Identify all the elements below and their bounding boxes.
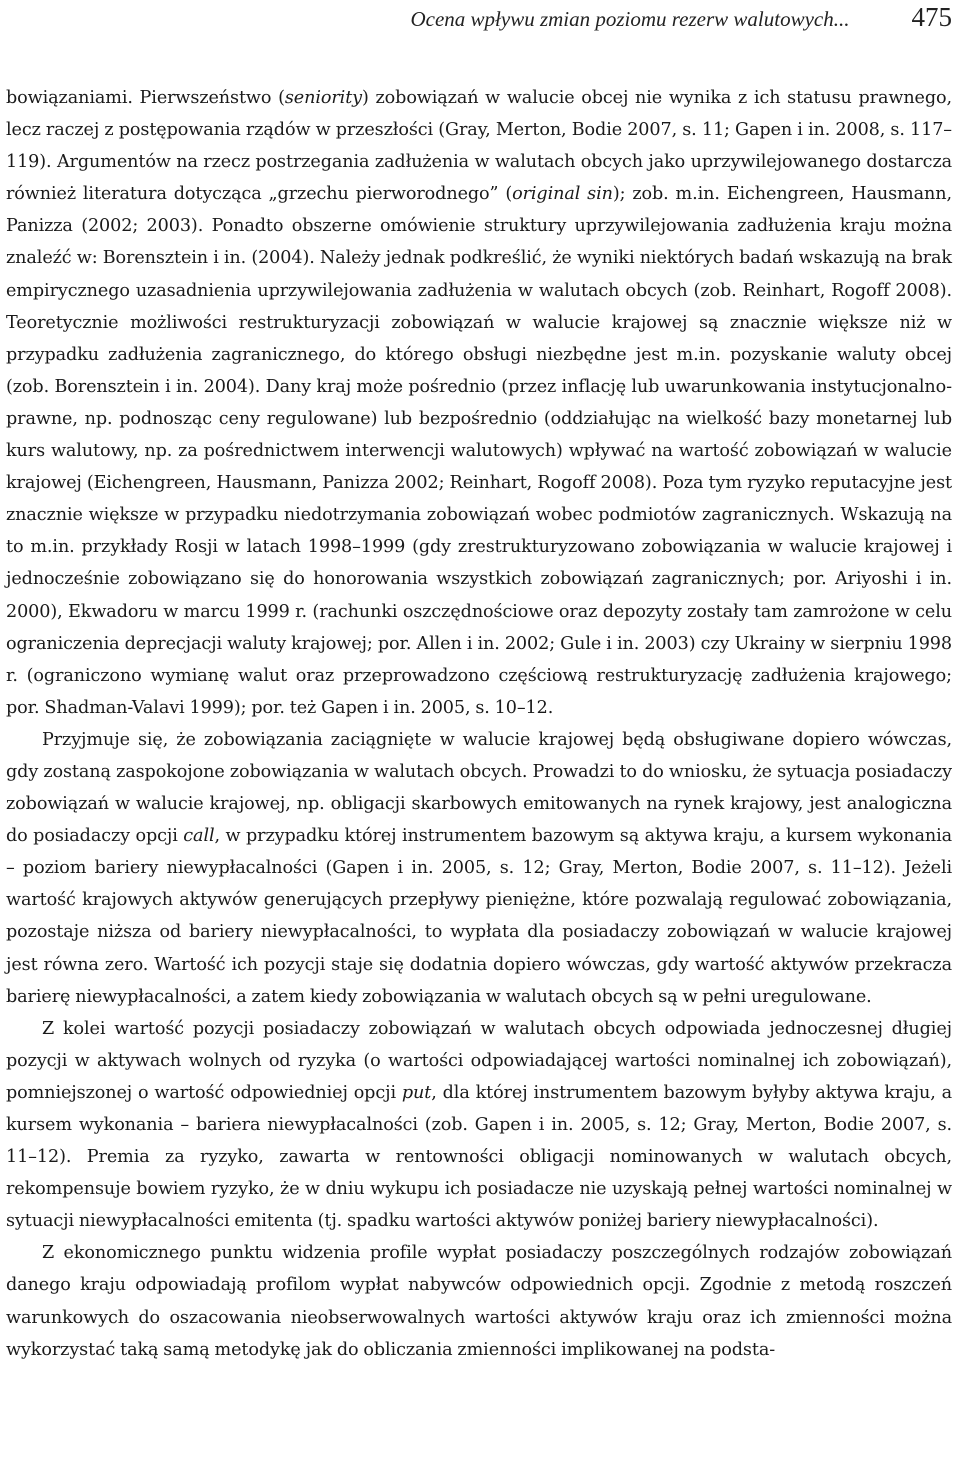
italic-term-seniority: seniority <box>284 88 363 108</box>
running-title: Ocena wpływu zmian poziomu rezerw walutowych... <box>410 7 850 31</box>
paragraph-3-text-a: Z kolei wartość pozycji posiadaczy zobowiązań w walutach obcych odpowiada jednoczesnej długiej pozycji w aktywach wolnych od ryzyka (o wartości odpowiadającej wartości nominalnej ich zobowiązań), pomniejszonej o wartość odpowiedniej opcji <box>6 1018 952 1103</box>
paragraph-2-text-b: , w przypadku której instrumentem bazowym są aktywa kraju, a kursem wykonania – poziom bariery niewypłacalności (Gapen i in. 2005, s. 12; Gray, Merton, Bodie 2007, s. 11–12). Jeżeli wartość krajowych aktywów generujących przepływy pieniężne, które pozwalają regulować zobowiązania, pozostaje niższa od bariery niewypłacalności, to wypłata dla posiadaczy zobowiązań w walucie krajowej jest równa zero. Wartość ich pozycji staje się dodatnia dopiero wówczas, gdy wartość aktywów przekracza barierę niewypłacalności, a zatem kiedy zobowiązania w walutach obcych są w pełni uregulowane. <box>6 826 953 1007</box>
page-number: 475 <box>911 2 952 32</box>
paragraph-4-text: Z ekonomicznego punktu widzenia profile wypłat posiadaczy poszczególnych rodzajów zobowiązań danego kraju odpowiadają profilom wypłat nabywców odpowiednich opcji. Zgodnie z metodą roszczeń warunkowych do oszacowania nieobserwowalnych wartości aktywów kraju oraz ich zmienności można wykorzystać taką samą metodykę jak do obliczania zmienności implikowanej na podsta- <box>6 1243 952 1360</box>
italic-term-original-sin: original sin <box>512 184 613 205</box>
paragraph-1-text-c: ); zob. m.in. Eichengreen, Hausmann, Panizza (2002; 2003). Ponadto obszerne omówienie struktury uprzywilejowania zadłużenia kraju można znaleźć w: Borensztein i in. (2004). Należy jednak podkreślić, że wyniki niektórych badań wskazują na brak empirycznego uzasadnienia uprzywilejowania zadłużenia w walutach obcych (zob. Reinhart, Rogoff 2008). Teoretycznie możliwości restrukturyzacji zobowiązań w walucie krajowej są znacznie większe niż w przypadku zadłużenia zagranicznego, do którego obsługi niezbędne jest m.in. pozyskanie waluty obcej (zob. Borensztein i in. 2004). Dany kraj może pośrednio (przez inflację lub uwarunkowania instytucjonalno-prawne, np. podnosząc ceny regulowane) lub bezpośrednio (oddziałując na wielkość bazy monetarnej lub kurs walutowy, np. za pośrednictwem interwencji walutowych) wpływać na wartość zobowiązań w walucie krajowej (Eichengreen, Hausmann, Panizza 2002; Reinhart, Rogoff 2008). Poza tym ryzyko reputacyjne jest znacznie większe w przypadku niedotrzymania zobowiązań wobec podmiotów zagranicznych. Wskazują na to m.in. przykłady Rosji w latach 1998–1999 (gdy zrestrukturyzowano zobowiązania w walucie krajowej i jednocześnie zobowiązano się do honorowania wszystkich zobowiązań zagranicznych; por. Ariyoshi i in. 2000), Ekwadoru w marcu 1999 r. (rachunki oszczędnościowe oraz depozyty zostały tam zamrożone w celu ograniczenia deprecjacji waluty krajowej; por. Allen i in. 2002; Gule i in. 2003) czy Ukrainy w sierpniu 1998 r. (ograniczono wymianę walut oraz przeprowadzono częściową restrukturyzację zadłużenia krajowego; por. Shadman-Valavi 1999); por. też Gapen i in. 2005, s. 10–12. <box>6 184 952 718</box>
paragraph-1-text-b: ) zobowiązań w walucie obcej nie wynika z ich statusu prawnego, lecz raczej z postępowania rządów w przeszłości (Gray, Merton, Bodie 2007, s. 11; Gapen i in. 2008, s. 117–119). Argumentów na rzecz postrzegania zadłużenia w walutach obcych jako uprzywilejowanego dostarcza również literatura dotycząca „grzechu pierworodnego” ( <box>6 88 953 205</box>
italic-term-call: call <box>183 826 215 847</box>
paragraph-2-text-a: Przyjmuje się, że zobowiązania zaciągnięte w walucie krajowej będą obsługiwane dopiero wówczas, gdy zostaną zaspokojone zobowiązania w walutach obcych. Prowadzi to do wniosku, że sytuacja posiadaczy zobowiązań w walucie krajowej, np. obligacji skarbowych emitowanych na rynek krajowy, jest analogiczna do posiadaczy opcji <box>6 729 952 847</box>
paragraph-3-text-b: , dla której instrumentem bazowym byłyby aktywa kraju, a kursem wykonania – bariera niewypłacalności (zob. Gapen i in. 2005, s. 12; Gray, Merton, Bodie 2007, s. 11–12). Premia za ryzyko, zawarta w rentowności obligacji nominowanych w walutach obcych, rekompensuje bowiem ryzyko, że w dniu wykupu ich posiadacze nie uzyskają pełnej wartości nominalnej w sytuacji niewypłacalności emitenta (tj. spadku wartości aktywów poniżej bariery niewypłacalności). <box>6 1082 952 1232</box>
paragraph-1 <box>6 82 952 724</box>
body-text <box>6 82 952 1366</box>
running-header <box>6 2 952 34</box>
paragraph-3 <box>6 1013 952 1238</box>
paragraph-2 <box>6 724 952 1013</box>
paragraph-4 <box>6 1237 952 1365</box>
paragraph-1-text-a: bowiązaniami. Pierwszeństwo ( <box>6 88 285 108</box>
italic-term-put: put <box>401 1082 432 1103</box>
